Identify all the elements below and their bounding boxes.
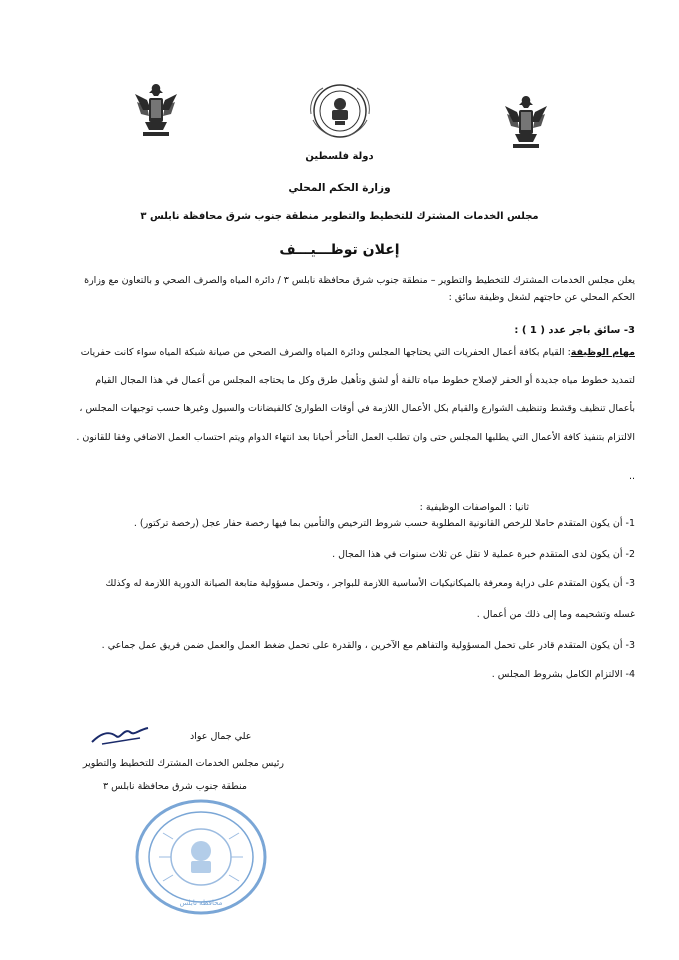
stamp-bottom-text: محافظة نابلس [179,899,223,907]
signatory-title-line1: رئيس مجلس الخدمات المشترك للتخطيط والتطوير [82,758,284,769]
page-title: إعلان توظـــيـــف [279,242,400,258]
spec-item-1: 1- أن يكون المتقدم حاملا للرخص القانونية المطلوبة حسب شروط الترخيص والتأمين بما فيها رخصة حفار عجل (رخصة تركتور) . [133,518,635,529]
tasks-label: مهام الوظيفة [570,347,635,358]
tasks-line-4: الالتزام بتنفيذ كافة الأعمال التي يطلبها المجلس حتى وان تطلب العمل التأخر أحيانا بعد انتهاء الدوام ويتم احتساب العمل الاضافي وفقا للقانون . [76,432,635,443]
header-ministry: وزارة الحكم المحلي [288,182,391,194]
intro-line-2: الحكم المحلي عن حاجتهم لشغل وظيفة سائق : [448,292,635,303]
header-country: دولة فلسطين [305,151,374,162]
spec-item-3-cont: غسله وتشحيمه وما إلى ذلك من أعمال . [476,609,635,620]
header-council: مجلس الخدمات المشترك للتخطيط والتطوير منطقة جنوب شرق محافظة نابلس ٣ [140,211,539,222]
spec-item-3: 3- أن يكون المتقدم على دراية ومعرفة بالميكانيكيات الأساسية اللازمة للبواجر ، وتحمل مسؤولية متابعة الصيانة الدورية اللازمة له وكذلك [105,578,635,589]
signature-icon [90,724,150,748]
signatory-name: علي جمال عواد [190,731,252,742]
tasks-line-2: لتمديد خطوط مياه جديدة أو الحفر لإصلاح خطوط مياه تالفة أو لشق وتأهيل طرق وكل ما يحتاجه المجلس من أعمال في هذا المجال القيام [95,375,635,386]
position-heading: 3- سائق باجر عدد ( 1 ) : [514,325,635,336]
spec-item-2: 2- أن يكون لدى المتقدم خبرة عملية لا تقل عن ثلاث سنوات في هذا المجال . [332,549,635,560]
tasks-dots: .. [628,471,635,482]
council-logo-icon [305,80,375,142]
spec-item-5: 4- الالتزام الكامل بشروط المجلس . [491,669,635,680]
tasks-line-3: بأعمال تنظيف وقشط وتنظيف الشوارع والقيام بكل الأعمال اللازمة في أوقات الطوارئ كالفيضانات والسيول وغيرها حسب توجيهات المجلس ، [79,403,635,414]
eagle-emblem-right-icon [503,92,549,152]
tasks-text-1: : القيام بكافة أعمال الحفريات التي يحتاجها المجلس ودائرة المياه والصرف الصحي من صيانة شبكة المياه سواء كانت حفريات [80,347,571,358]
intro-line-1: يعلن مجلس الخدمات المشترك للتخطيط والتطوير – منطقة جنوب شرق محافظة نابلس ٣ / دائرة المياه والصرف الصحي و بالتعاون مع وزارة [84,275,635,286]
official-stamp-icon [133,797,269,917]
tasks-line-1 [25,347,635,358]
signatory-title-line2: منطقة جنوب شرق محافظة نابلس ٣ [102,781,247,792]
specs-heading: ثانيا : المواصفات الوظيفية : [419,502,529,513]
eagle-emblem-left-icon [133,80,179,140]
spec-item-4: 3- أن يكون المتقدم قادر على تحمل المسؤولية والتفاهم مع الآخرين ، والقدرة على تحمل ضغط العمل والعمل ضمن فريق عمل جماعي . [101,640,635,651]
